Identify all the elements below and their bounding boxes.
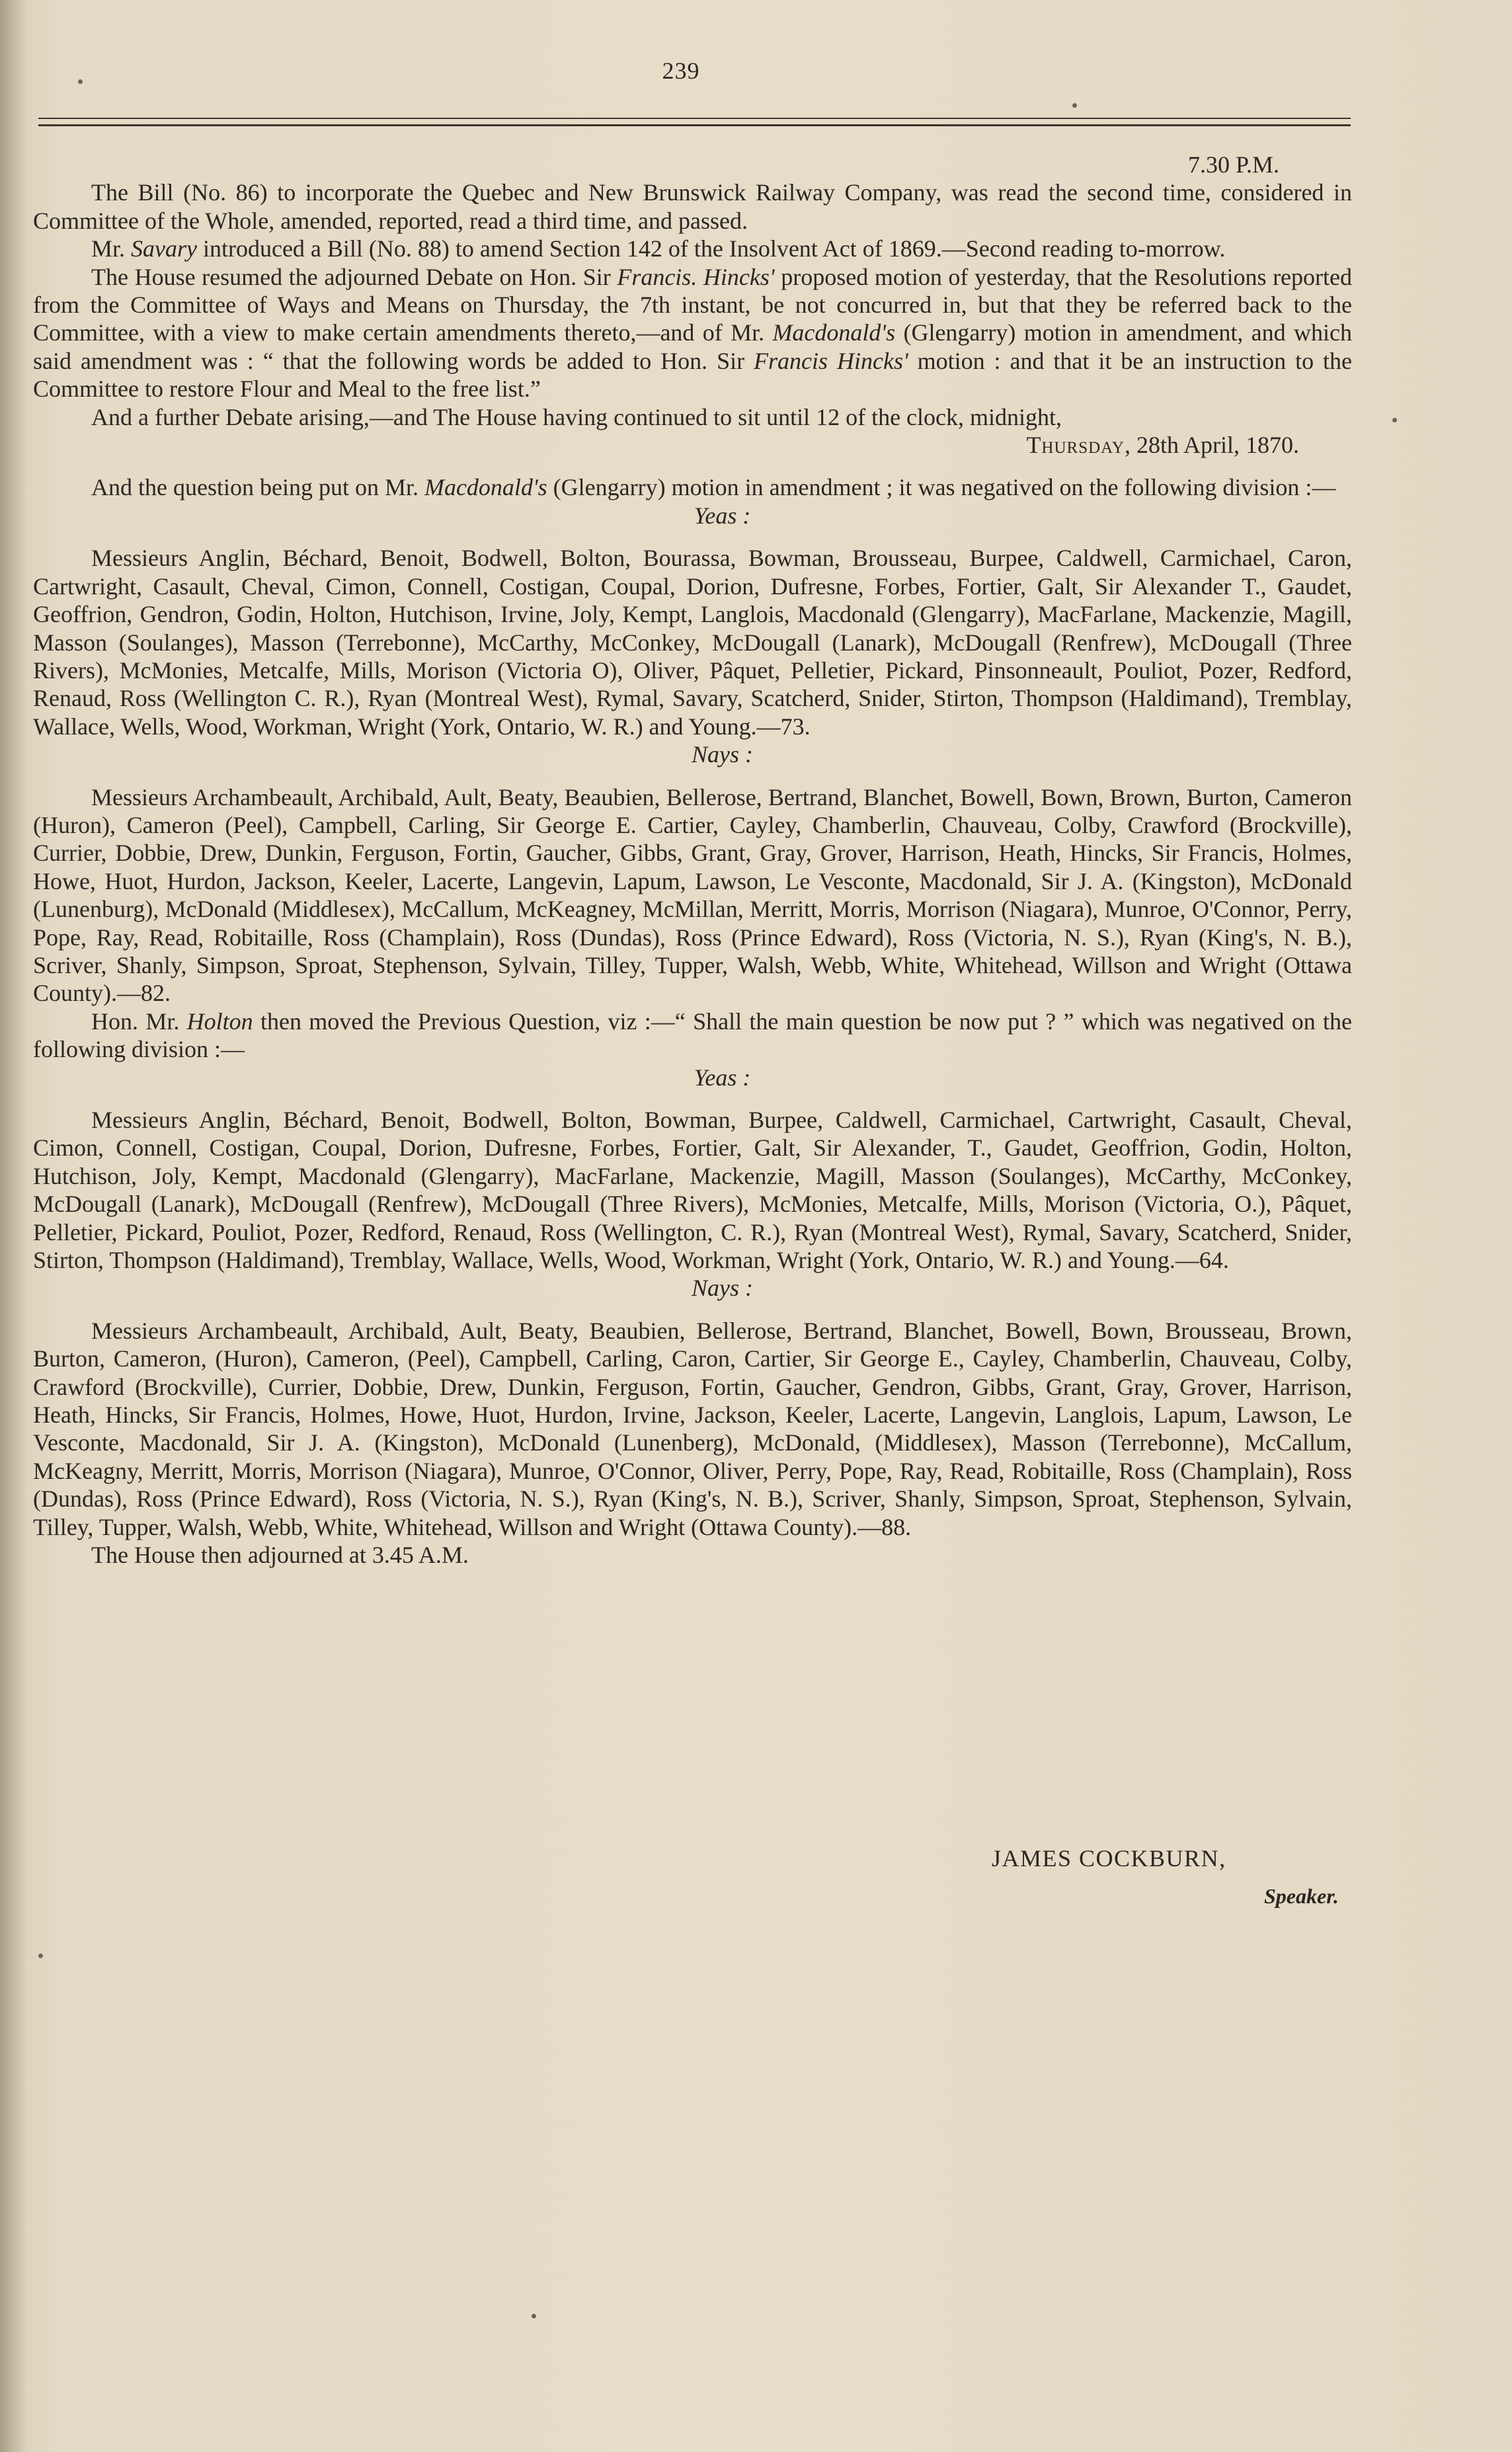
member-name: Savary	[131, 235, 197, 262]
paragraph-bill-86: The Bill (No. 86) to incorporate the Quebec and New Brunswick Railway Company, was read the second time, considered in Committee of the Whole, amended, reported, read a third time, and passed.	[33, 179, 1352, 234]
text-run: The House resumed the adjourned Debate on Hon. Sir	[91, 263, 617, 290]
paper-speck	[38, 1954, 43, 1958]
division1-yeas-list: Messieurs Anglin, Béchard, Benoit, Bodwell, Bolton, Bourassa, Bowman, Brousseau, Burpee, Caldwell, Carmichael, Caron, Cartwright, Casault, Cheval, Cimon, Connell, Costigan, Coupal, Dorion, Dufresne, Forbes, Fortier, Galt, Sir Alexander T., Gaudet, Geoffrion, Gendron, Godin, Holton, Hutchison, Irvine, Joly, Kempt, Langlois, Macdonald (Glengarry), MacFarlane, Mackenzie, Magill, Masson (Soulanges), Masson (Terrebonne), McCarthy, McConkey, McDougall (Lanark), McDougall (Renfrew), McDougall (Three Rivers), McMonies, Metcalfe, Mills, Morison (Victoria O), Oliver, Pâquet, Pelletier, Pickard, Pinsonneault, Pouliot, Pozer, Redford, Renaud, Ross (Wellington C. R.), Ryan (Montreal West), Rymal, Savary, Scatcherd, Snider, Stirton, Thompson (Haldimand), Tremblay, Wallace, Wells, Wood, Workman, Wright (York, Ontario, W. R.) and Young.—73.	[33, 545, 1352, 740]
page-number: 239	[662, 58, 700, 84]
division1-nays-list: Messieurs Archambeault, Archibald, Ault, Beaty, Beaubien, Bellerose, Bertrand, Blanchet, Bowell, Bown, Brown, Burton, Cameron (Huron), Cameron (Peel), Campbell, Carling, Sir George E. Cartier, Cayley, Chamberlin, Chauveau, Colby, Crawford (Brockville), Currier, Dobbie, Drew, Dunkin, Ferguson, Fortin, Gaucher, Gibbs, Grant, Gray, Grover, Harrison, Heath, Hincks, Sir Francis, Holmes, Howe, Huot, Hurdon, Jackson, Keeler, Lacerte, Langevin, Lapum, Lawson, Le Vesconte, Macdonald, Sir J. A. (Kingston), McDonald (Lunenburg), McDonald (Middlesex), McCallum, McKeagney, McMillan, Merritt, Morris, Morrison (Niagara), Munroe, O'Connor, Perry, Pope, Ray, Read, Robitaille, Ross (Champlain), Ross (Dundas), Ross (Prince Edward), Ross (Victoria, N. S.), Ryan (King's, N. B.), Scriver, Shanly, Simpson, Sproat, Stephenson, Sylvain, Tilley, Tupper, Walsh, Webb, White, Whitehead, Willson and Wright (Ottawa County).—82.	[33, 783, 1352, 1007]
journal-entry	[33, 151, 1352, 1569]
text-run: then moved the Previous Question, viz :—“ Shall the main question be now put ? ” which was negatived on the following division :—	[33, 1008, 1353, 1063]
speaker-signature: JAMES COCKBURN,	[992, 1845, 1226, 1872]
division2-nays-heading: Nays :	[692, 1275, 753, 1302]
adjournment-line: The House then adjourned at 3.45 A.M.	[91, 1542, 469, 1569]
member-name: Macdonald's	[424, 474, 547, 501]
entry-time: 7.30 P.M.	[1187, 151, 1279, 178]
text-run: introduced a Bill (No. 88) to amend Section 142 of the Insolvent Act of 1869.—Second reading to-morrow.	[196, 235, 1226, 262]
text-run: (Glengarry) motion in amendment, and which said amendment was : “ that the following words be added to Hon. Sir	[33, 319, 1352, 374]
paragraph-bill-88	[33, 235, 1352, 262]
division1-nays-heading: Nays :	[692, 741, 753, 768]
entry-date	[33, 431, 1352, 459]
text-run: Mr.	[91, 235, 132, 262]
rule-line-thick	[38, 124, 1351, 126]
division2-yeas-heading: Yeas :	[694, 1064, 751, 1091]
speaker-title: Speaker.	[1264, 1884, 1339, 1908]
paragraph-further-debate: And a further Debate arising,—and The House having continued to sit until 12 of the clock, midnight,	[91, 403, 1062, 430]
text-run: Hon. Mr.	[91, 1008, 187, 1035]
paper-speck	[1392, 418, 1397, 422]
division2-yeas-list: Messieurs Anglin, Béchard, Benoit, Bodwell, Bolton, Bowman, Burpee, Caldwell, Carmichael, Cartwright, Casault, Cheval, Cimon, Connell, Costigan, Coupal, Dorion, Dufresne, Forbes, Fortier, Galt, Sir Alexander, T., Gaudet, Geoffrion, Godin, Holton, Hutchison, Joly, Kempt, Macdonald (Glengarry), MacFarlane, Mackenzie, Magill, Masson (Soulanges), McCarthy, McConkey, McDougall (Lanark), McDougall (Renfrew), McDougall (Three Rivers), McMonies, Metcalfe, Mills, Morison (Victoria, O.), Pâquet, Pelletier, Pickard, Pouliot, Pozer, Redford, Renaud, Ross (Wellington, C. R.), Ryan (Montreal West), Rymal, Savary, Scatcherd, Snider, Stirton, Thompson (Haldimand), Tremblay, Wallace, Wells, Wood, Workman, Wright (York, Ontario, W. R.) and Young.—64.	[33, 1107, 1352, 1274]
text-run: (Glengarry) motion in amendment ; it was negatived on the following division :—	[547, 474, 1336, 501]
member-name: Francis Hincks'	[754, 347, 908, 374]
text-run: And the question being put on Mr.	[91, 474, 424, 501]
page-spine-shadow	[0, 0, 26, 2452]
header-double-rule	[38, 118, 1351, 127]
division1-yeas-heading: Yeas :	[694, 502, 751, 529]
member-name: Macdonald's	[772, 319, 896, 346]
date-day: Thursday	[1026, 432, 1125, 459]
text-run: proposed motion of yesterday, that the Resolutions reported from the Committee of Ways and Means on Thursday, the 7th instant, be not concurred in, but that they be referred back to the Committee, with a view to make certain amendments thereto,—and of Mr.	[33, 263, 1353, 346]
division2-nays-list: Messieurs Archambeault, Archibald, Ault, Beaty, Beaubien, Bellerose, Bertrand, Blanchet, Bowell, Bown, Brousseau, Brown, Burton, Cameron, (Huron), Cameron, (Peel), Campbell, Carling, Caron, Cartier, Sir George E., Cayley, Chamberlin, Chauveau, Colby, Crawford (Brockville), Currier, Dobbie, Drew, Dunkin, Ferguson, Fortin, Gaucher, Gendron, Gibbs, Grant, Gray, Grover, Harrison, Heath, Hincks, Sir Francis, Holmes, Howe, Huot, Hurdon, Irvine, Jackson, Keeler, Lacerte, Langevin, Langlois, Lapum, Lawson, Le Vesconte, Macdonald, Sir J. A. (Kingston), McDonald (Lunenberg), McDonald, (Middlesex), Masson (Terrebonne), McCallum, McKeagny, Merritt, Morris, Morrison (Niagara), Munroe, O'Connor, Oliver, Perry, Pope, Ray, Read, Robitaille, Ross (Champlain), Ross (Dundas), Ross (Prince Edward), Ross (Victoria, N. S.), Ryan (King's, N. B.), Scriver, Shanly, Simpson, Sproat, Stephenson, Sylvain, Tilley, Tupper, Walsh, Webb, White, Whitehead, Willson and Wright (Ottawa County).—88.	[33, 1317, 1352, 1540]
paper-speck	[532, 2314, 536, 2318]
date-rest: , 28th April, 1870.	[1124, 432, 1299, 459]
paragraph-adjourned-debate	[33, 263, 1352, 403]
member-name: Francis. Hincks'	[617, 263, 775, 290]
member-name: Holton	[186, 1008, 253, 1035]
rule-line-thin	[38, 118, 1351, 119]
paragraph-question-put	[33, 473, 1352, 501]
paper-speck	[1072, 103, 1077, 108]
text-run: motion : and that it be an instruction to the Committee to restore Flour and Meal to the free list.”	[33, 347, 1353, 403]
paper-speck	[78, 79, 83, 84]
paragraph-previous-question	[33, 1008, 1352, 1064]
